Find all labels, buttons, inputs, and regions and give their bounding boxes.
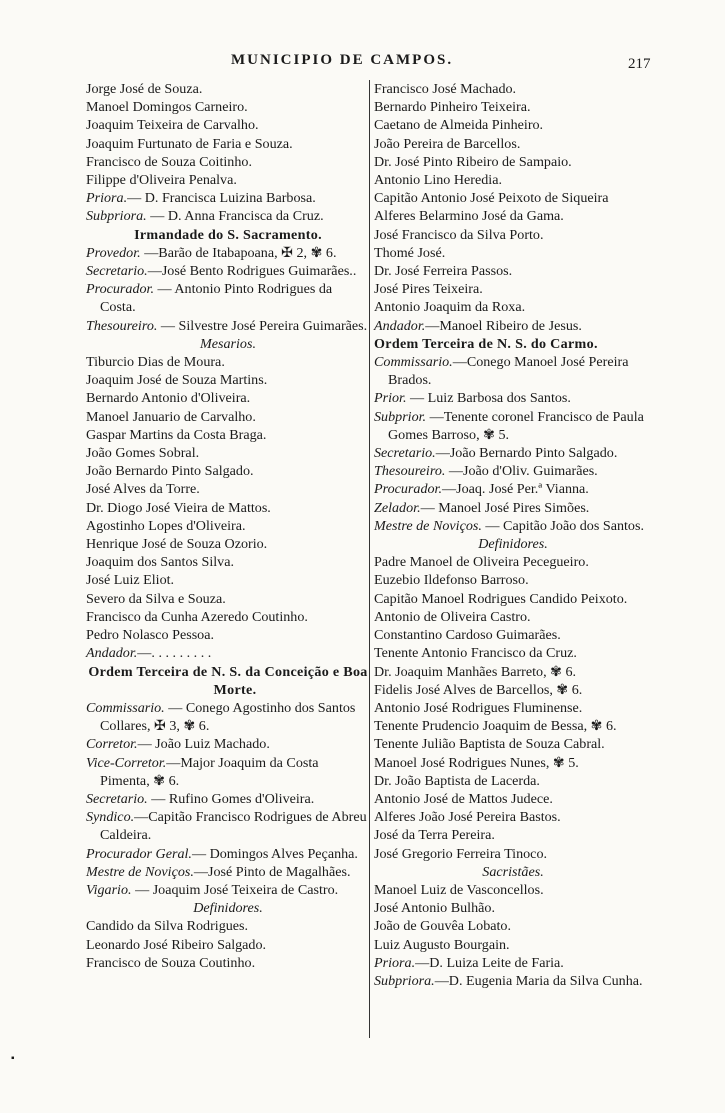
role-entry	[374, 517, 652, 535]
role-label: Subprior.	[374, 408, 427, 425]
entry-text: —Capitão Francisco Rodrigues de Abreu Caldeira.	[100, 809, 367, 844]
role-label: Priora.	[86, 190, 128, 207]
name-entry	[374, 754, 652, 772]
name-entry	[374, 772, 652, 790]
section-heading: Ordem Terceira de N. S. da Conceição e Boa Morte.	[88, 663, 368, 698]
entry-text: — Luiz Barbosa dos Santos.	[406, 390, 571, 407]
name-entry	[374, 153, 652, 171]
entry-text: — Domingos Alves Peçanha.	[191, 845, 358, 862]
name-entry	[86, 535, 370, 553]
name-entry	[86, 80, 370, 98]
role-entry	[86, 207, 370, 225]
entry-text: Leonardo José Ribeiro Salgado.	[86, 936, 267, 953]
entry-text: José Francisco da Silva Porto.	[374, 226, 544, 243]
name-entry	[374, 808, 652, 826]
name-entry	[374, 626, 652, 644]
entry-text: Dr. João Baptista de Lacerda.	[374, 772, 540, 789]
role-label: Thesoureiro.	[374, 463, 446, 480]
name-entry	[374, 80, 652, 98]
role-label: Vigario.	[86, 881, 132, 898]
name-entry	[374, 207, 652, 225]
role-entry	[86, 262, 370, 280]
entry-text: Caetano de Almeida Pinheiro.	[374, 117, 544, 134]
left-column	[86, 80, 370, 972]
role-entry	[86, 189, 370, 207]
name-entry	[86, 499, 370, 517]
name-entry	[86, 171, 370, 189]
entry-text: Dr. Joaquim Manhães Barreto, ✾ 6.	[374, 663, 577, 680]
entry-text: — Silvestre José Pereira Guimarães.	[157, 317, 368, 334]
entry-text: —José Pinto de Magalhães.	[193, 863, 351, 880]
entry-text: — Manoel José Pires Simões.	[420, 499, 590, 516]
entry-text: Dr. José Ferreira Passos.	[374, 263, 513, 280]
name-entry	[86, 135, 370, 153]
name-entry	[374, 899, 652, 917]
name-entry	[374, 590, 652, 608]
entry-text: Tenente Antonio Francisco da Cruz.	[374, 645, 577, 662]
name-entry	[374, 917, 652, 935]
name-entry	[374, 189, 652, 207]
entry-text: Candido da Silva Rodrigues.	[86, 918, 249, 935]
subsection-heading: Sacristães.	[482, 863, 544, 880]
entry-text: Filippe d'Oliveira Penalva.	[86, 172, 237, 189]
name-entry	[374, 936, 652, 954]
role-entry	[86, 754, 370, 790]
entry-text: —Conego Manoel José Pereira Brados.	[388, 354, 629, 389]
entry-text: Pedro Nolasco Pessoa.	[86, 627, 214, 644]
entry-text: —José Bento Rodrigues Guimarães..	[147, 263, 357, 280]
entry-text: Antonio José de Mattos Judece.	[374, 790, 553, 807]
name-entry	[86, 917, 370, 935]
name-entry	[374, 280, 652, 298]
subsection-heading: Definidores.	[478, 536, 548, 553]
entry-text: Antonio Joaquim da Roxa.	[374, 299, 526, 316]
section-heading: Ordem Terceira de N. S. do Carmo.	[374, 335, 598, 352]
role-entry	[374, 972, 652, 990]
entry-text: Henrique José de Souza Ozorio.	[86, 536, 268, 553]
entry-text: João de Gouvêa Lobato.	[374, 918, 511, 935]
role-entry	[374, 353, 652, 389]
entry-text: — Joaquim José Teixeira de Castro.	[131, 881, 339, 898]
name-entry	[86, 408, 370, 426]
name-entry	[86, 571, 370, 589]
entry-text: José Alves da Torre.	[86, 481, 200, 498]
role-label: Vice-Corretor.	[86, 754, 167, 771]
role-label: Priora.	[374, 954, 416, 971]
name-entry	[374, 790, 652, 808]
page-number: 217	[628, 56, 651, 72]
role-entry	[374, 444, 652, 462]
name-entry	[86, 444, 370, 462]
entry-text: Euzebio Ildefonso Barroso.	[374, 572, 529, 589]
section-heading: Irmandade do S. Sacramento.	[134, 226, 322, 243]
entry-text: José Antonio Bulhão.	[374, 900, 495, 917]
role-label: Thesoureiro.	[86, 317, 158, 334]
entry-text: Capitão Antonio José Peixoto de Siqueira	[374, 190, 609, 207]
entry-text: Jorge José de Souza.	[86, 81, 203, 97]
entry-text: —D. Eugenia Maria da Silva Cunha.	[434, 972, 643, 989]
entry-text: Francisco de Souza Coitinho.	[86, 153, 252, 170]
role-entry	[86, 790, 370, 808]
name-entry	[86, 389, 370, 407]
entry-text: Manoel Januario de Carvalho.	[86, 408, 256, 425]
role-entry	[86, 644, 370, 662]
entry-text: Dr. Diogo José Vieira de Mattos.	[86, 499, 271, 516]
entry-text: Fidelis José Alves de Barcellos, ✾ 6.	[374, 681, 583, 698]
role-label: Procurador Geral.	[86, 845, 192, 862]
entry-text: —Barão de Itabapoana, ✠ 2, ✾ 6.	[140, 244, 337, 261]
entry-text: Constantino Cardoso Guimarães.	[374, 627, 561, 644]
entry-text: Francisco José Machado.	[374, 81, 517, 97]
role-label: Andador.	[86, 645, 138, 662]
entry-text: Bernardo Pinheiro Teixeira.	[374, 99, 531, 116]
running-header	[0, 50, 725, 74]
name-entry	[374, 681, 652, 699]
name-entry	[86, 608, 370, 626]
name-entry	[374, 826, 652, 844]
entry-text: Joaquim dos Santos Silva.	[86, 554, 234, 571]
entry-text: Manoel José Rodrigues Nunes, ✾ 5.	[374, 754, 579, 771]
role-entry	[374, 480, 652, 498]
role-entry	[86, 280, 370, 316]
role-label: Subpriora.	[374, 972, 435, 989]
entry-text: Tenente Julião Baptista de Souza Cabral.	[374, 736, 605, 753]
entry-text: — Antonio Pinto Rodrigues da Costa.	[100, 281, 333, 316]
role-label: Mestre de Noviços.	[374, 517, 482, 534]
name-entry	[374, 244, 652, 262]
margin-mark: ▪	[11, 1053, 15, 1064]
entry-text: Joaquim Teixeira de Carvalho.	[86, 117, 259, 134]
name-entry	[86, 626, 370, 644]
name-entry	[86, 517, 370, 535]
entry-text: Manoel Luiz de Vasconcellos.	[374, 881, 544, 898]
role-label: Procurador.	[86, 281, 154, 298]
name-entry	[86, 936, 370, 954]
entry-text: Manoel Domingos Carneiro.	[86, 99, 248, 116]
entry-text: Tenente Prudencio Joaquim de Bessa, ✾ 6.	[374, 718, 617, 735]
entry-text: Joaquim Furtunato de Faria e Souza.	[86, 135, 293, 152]
name-entry	[86, 353, 370, 371]
role-entry	[86, 845, 370, 863]
role-label: Corretor.	[86, 736, 138, 753]
role-entry	[374, 462, 652, 480]
name-entry	[374, 135, 652, 153]
role-label: Prior.	[374, 390, 407, 407]
entry-text: José da Terra Pereira.	[374, 827, 495, 844]
role-entry	[374, 408, 652, 444]
entry-text: —Tenente coronel Francisco de Paula Gomes Barroso, ✾ 5.	[388, 408, 644, 443]
name-entry	[374, 699, 652, 717]
name-entry	[374, 717, 652, 735]
entry-text: —Major Joaquim da Costa Pimenta, ✾ 6.	[100, 754, 319, 789]
name-entry	[374, 608, 652, 626]
entry-text: Thomé José.	[374, 244, 446, 261]
name-entry	[374, 262, 652, 280]
entry-text: Francisco de Souza Coutinho.	[86, 954, 256, 971]
role-label: Mestre de Noviços.	[86, 863, 194, 880]
name-entry	[374, 171, 652, 189]
role-label: Andador.	[374, 317, 426, 334]
name-entry	[86, 553, 370, 571]
role-label: Secretario.	[86, 790, 148, 807]
role-label: Commissario.	[86, 699, 165, 716]
subsection-heading: Definidores.	[193, 900, 263, 917]
page-title: MUNICIPIO DE CAMPOS.	[231, 52, 454, 68]
entry-text: José Luiz Eliot.	[86, 572, 175, 589]
role-label: Provedor.	[86, 244, 141, 261]
right-column	[374, 80, 652, 990]
role-label: Secretario.	[374, 445, 436, 462]
name-entry	[374, 553, 652, 571]
entry-text: — Conego Agostinho dos Santos Collares, ✠ 3, ✾ 6.	[100, 699, 356, 735]
entry-text: —Joaq. José Per.ª Vianna.	[442, 481, 589, 498]
name-entry	[86, 426, 370, 444]
role-entry	[86, 735, 370, 753]
role-entry	[86, 881, 370, 899]
entry-text: —João d'Oliv. Guimarães.	[445, 463, 598, 480]
entry-text: Gaspar Martins da Costa Braga.	[86, 426, 267, 443]
entry-text: — Rufino Gomes d'Oliveira.	[147, 790, 315, 807]
entry-text: João Bernardo Pinto Salgado.	[86, 463, 254, 480]
entry-text: Severo da Silva e Souza.	[86, 590, 226, 607]
name-entry	[86, 590, 370, 608]
entry-text: Tiburcio Dias de Moura.	[86, 354, 225, 371]
name-entry	[374, 845, 652, 863]
role-entry	[374, 317, 652, 335]
entry-text: Antonio de Oliveira Castro.	[374, 608, 531, 625]
role-entry	[86, 808, 370, 844]
entry-text: Bernardo Antonio d'Oliveira.	[86, 390, 251, 407]
entry-text: —D. Luiza Leite de Faria.	[415, 954, 564, 971]
entry-text: João Pereira de Barcellos.	[374, 135, 521, 152]
name-entry	[374, 644, 652, 662]
name-entry	[86, 371, 370, 389]
name-entry	[374, 663, 652, 681]
name-entry	[374, 571, 652, 589]
name-entry	[86, 462, 370, 480]
entry-text: João Gomes Sobral.	[86, 445, 200, 462]
entry-text: Agostinho Lopes d'Oliveira.	[86, 517, 246, 534]
subsection-heading: Mesarios.	[200, 335, 256, 352]
name-entry	[86, 98, 370, 116]
entry-text: — João Luiz Machado.	[137, 736, 270, 753]
name-entry	[374, 881, 652, 899]
role-label: Subpriora.	[86, 208, 147, 225]
role-label: Procurador.	[374, 481, 442, 498]
entry-text: —João Bernardo Pinto Salgado.	[435, 445, 618, 462]
name-entry	[86, 954, 370, 972]
role-entry	[86, 317, 370, 335]
name-entry	[374, 298, 652, 316]
entry-text: — D. Francisca Luizina Barbosa.	[127, 190, 316, 207]
role-entry	[86, 699, 370, 735]
entry-text: José Gregorio Ferreira Tinoco.	[374, 845, 548, 862]
name-entry	[374, 98, 652, 116]
role-label: Zelador.	[374, 499, 421, 516]
entry-text: —. . . . . . . . .	[137, 645, 212, 662]
entry-text: Capitão Manoel Rodrigues Candido Peixoto.	[374, 590, 628, 607]
role-entry	[374, 499, 652, 517]
name-entry	[374, 226, 652, 244]
name-entry	[374, 735, 652, 753]
entry-text: — Capitão João dos Santos.	[481, 517, 644, 534]
entry-text: Padre Manoel de Oliveira Peceguеiro.	[374, 554, 589, 571]
name-entry	[86, 153, 370, 171]
entry-text: José Pires Teixeira.	[374, 281, 483, 298]
name-entry	[86, 480, 370, 498]
role-label: Secretario.	[86, 263, 148, 280]
entry-text: Dr. José Pinto Ribeiro de Sampaio.	[374, 153, 572, 170]
name-entry	[86, 116, 370, 134]
name-entry	[374, 116, 652, 134]
entry-text: Francisco da Cunha Azeredo Coutinho.	[86, 608, 308, 625]
column-divider	[369, 80, 370, 1038]
entry-text: Antonio José Rodrigues Fluminense.	[374, 699, 583, 716]
role-entry	[86, 863, 370, 881]
entry-text: Joaquim José de Souza Martins.	[86, 372, 268, 389]
entry-text: Antonio Lino Heredia.	[374, 172, 502, 189]
entry-text: Alferes João José Pereira Bastos.	[374, 809, 561, 826]
role-entry	[86, 244, 370, 262]
entry-text: Alferes Belarmino José da Gama.	[374, 208, 564, 225]
entry-text: — D. Anna Francisca da Cruz.	[146, 208, 324, 225]
entry-text: —Manoel Ribeiro de Jesus.	[425, 317, 582, 334]
entry-text: Luiz Augusto Bourgain.	[374, 936, 510, 953]
role-entry	[374, 389, 652, 407]
role-label: Syndico.	[86, 809, 135, 826]
role-label: Commissario.	[374, 354, 453, 371]
role-entry	[374, 954, 652, 972]
